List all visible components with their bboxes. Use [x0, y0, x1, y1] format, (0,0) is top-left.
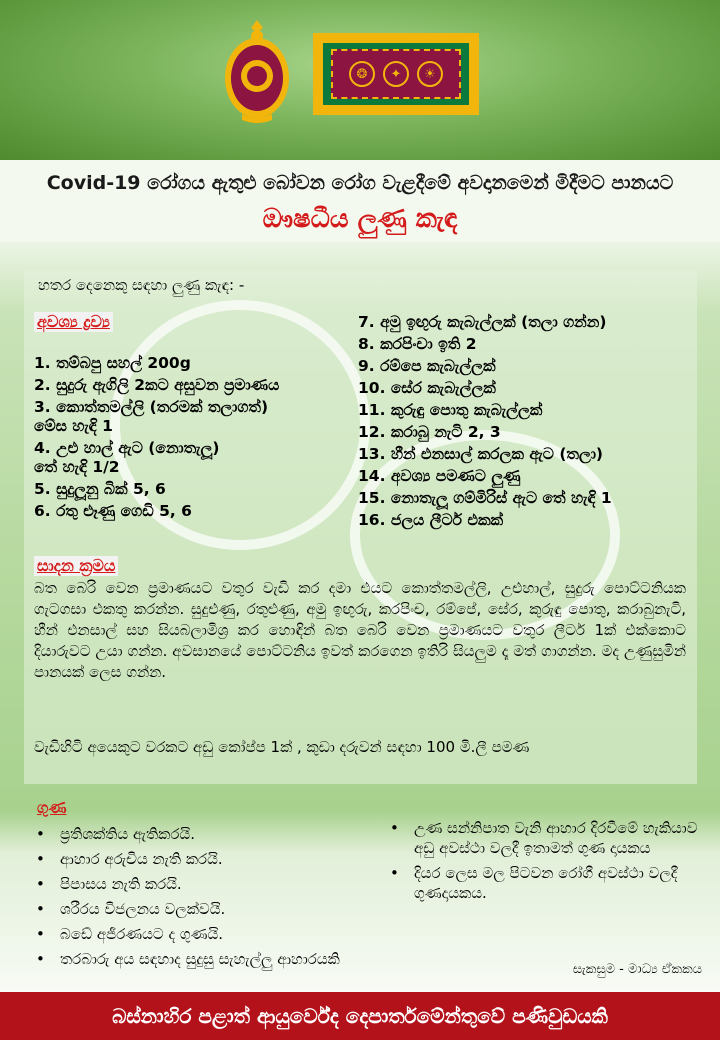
recipe-title: ඖෂධීය ලුණු කැඳ [262, 204, 458, 234]
list-item: • ප්‍රතිශක්තිය ඇතිකරයි. [30, 824, 375, 844]
headline: Covid-19 රෝගය ඇතුළු බෝවන රෝග වැළදීමේ අවදානමෙන් මිදීමට පානයට [46, 172, 674, 194]
list-item: 12. කරාබු නැටි 2, 3 [358, 423, 501, 441]
benefits-heading: ගුණ [37, 798, 67, 817]
list-item: 8. කරපිංචා ඉති 2 [358, 335, 477, 353]
list-item: 2. සුදුරු ඇගිලි 2කට අසුවන ප්‍රමාණය [34, 376, 280, 394]
list-item: 5. සුදුලූනු බික් 5, 6 [34, 480, 166, 498]
list-item: 15. නොතැලූ ගම්මිරිස් ඇට තේ හැඳි 1 [358, 489, 612, 507]
list-item: 9. රම්පෙ කැබැල්ලක් [358, 357, 496, 375]
footer-banner [0, 992, 720, 1040]
lion-icon: ✦ [383, 61, 409, 87]
list-item: 16. ජලය ලීටර් එකක් [358, 511, 504, 529]
list-item: 10. සේර කැබැල්ලක් [358, 379, 496, 397]
method-heading: සාදන ක්‍රමය [34, 556, 118, 576]
list-item: 4. උළු හාල් ඇට (නොතැලූ) තේ හැඳි 1/2 [34, 439, 220, 476]
ingredients-heading: අවශ්‍ය ද්‍රව්‍ය [34, 312, 113, 332]
list-item: 14. අවශ්‍ය පමණට ලුණු [358, 467, 521, 485]
header-band [0, 0, 720, 160]
ingredients-right-list [358, 313, 693, 533]
list-item: • ශරීරය විජලනය වලක්වයි. [30, 899, 375, 919]
list-item: 13. හීන් එනසාල් කරලක ඇට (තලා) [358, 445, 604, 463]
footer-text: බස්නාහිර පළාත් ආයුර්වේද දෙපාර්තමේන්තුවේ පණිවුඩයකි [112, 1004, 608, 1028]
recipe-intro: හතර දෙනෙකු සඳහා ලුණු කැඳ: - [38, 276, 245, 294]
ingredients-left-list [34, 354, 364, 524]
list-item: • බඩේ අජීරණයට ද ගුණයි. [30, 924, 375, 944]
serving-text: වැඩිහිටි අයෙකුට වරකට අඩු කෝප්ප 1ක් , කුඩා දරුවන් සඳහා 100 මි.ලී පමණ [34, 738, 530, 756]
shankha-icon: ❂ [349, 61, 375, 87]
western-province-flag-icon [313, 33, 479, 115]
list-item: 6. රතු ළූණු ගෙඩි 5, 6 [34, 502, 192, 520]
list-item: • උණ සන්නිපාත වැනි ආහාර දිරවීමේ හැකියාව අඩු අවස්ථා වලදී ඉතාමත් ගුණ දායකය [384, 818, 704, 858]
credit-text: සැකසුම - මාධ්‍ය ඒකකය [572, 962, 702, 977]
list-item: • පිපාසය නැති කරයි. [30, 874, 375, 894]
sri-lanka-emblem-icon [222, 18, 292, 126]
list-item: • දියර ලෙස මල පිටවන රෝගී අවස්ථා වලදී ගුණදායකය. [384, 863, 704, 903]
list-item: • ආහාර අරුචිය නැති කරයි. [30, 849, 375, 869]
list-item: • තරබාරු අය සඳහාද සුදුසු සැහැල්ලු ආහාරයකි [30, 949, 375, 969]
benefits-left-list [30, 824, 375, 974]
list-item: 11. කුරුඳු පොතු කැබැල්ලක් [358, 401, 543, 419]
list-item: 1. තම්බපු සහල් 200g [34, 354, 191, 372]
method-text: බත බෙරි වෙන ප්‍රමාණයට වතුර වැඩි කර දමා එයට කොත්තමල්ලි, උළුහාල්, සුදුරු පොට්ටනියක ගැටගසා එකතු කරන්න. සුදුළුණු, රතුළුණු, අමු ඉඟුරු, කරපිංච, රම්පේ, සේර, කුරුඳු පොතු, කරාබුනැටි, හීන් එනසාල් සහ සියබලාමිශ්‍ර කර හොඳින් බත බෙරි වෙන ප්‍රමාණයට වතුර ලීටර් 1ක් එක්කොට දියාරුවට උයා ගන්න. අවසානයේ පොට්ටනිය ඉවත් කරගෙන ඉතිරි සියලුම දෑ මත් ගාගන්න. මද උණුසුමින් පානයක් ලෙස ගන්න. [34, 579, 686, 681]
list-item: 3. කොත්තමල්ලි (තරමක් තලාගත්) මේස හැඳි 1 [34, 398, 269, 435]
benefits-right-list [384, 818, 704, 908]
sun-icon: ☀ [417, 61, 443, 87]
list-item: 7. අමු ඉඟුරු කැබැල්ලක් (තලා ගන්න) [358, 313, 607, 331]
